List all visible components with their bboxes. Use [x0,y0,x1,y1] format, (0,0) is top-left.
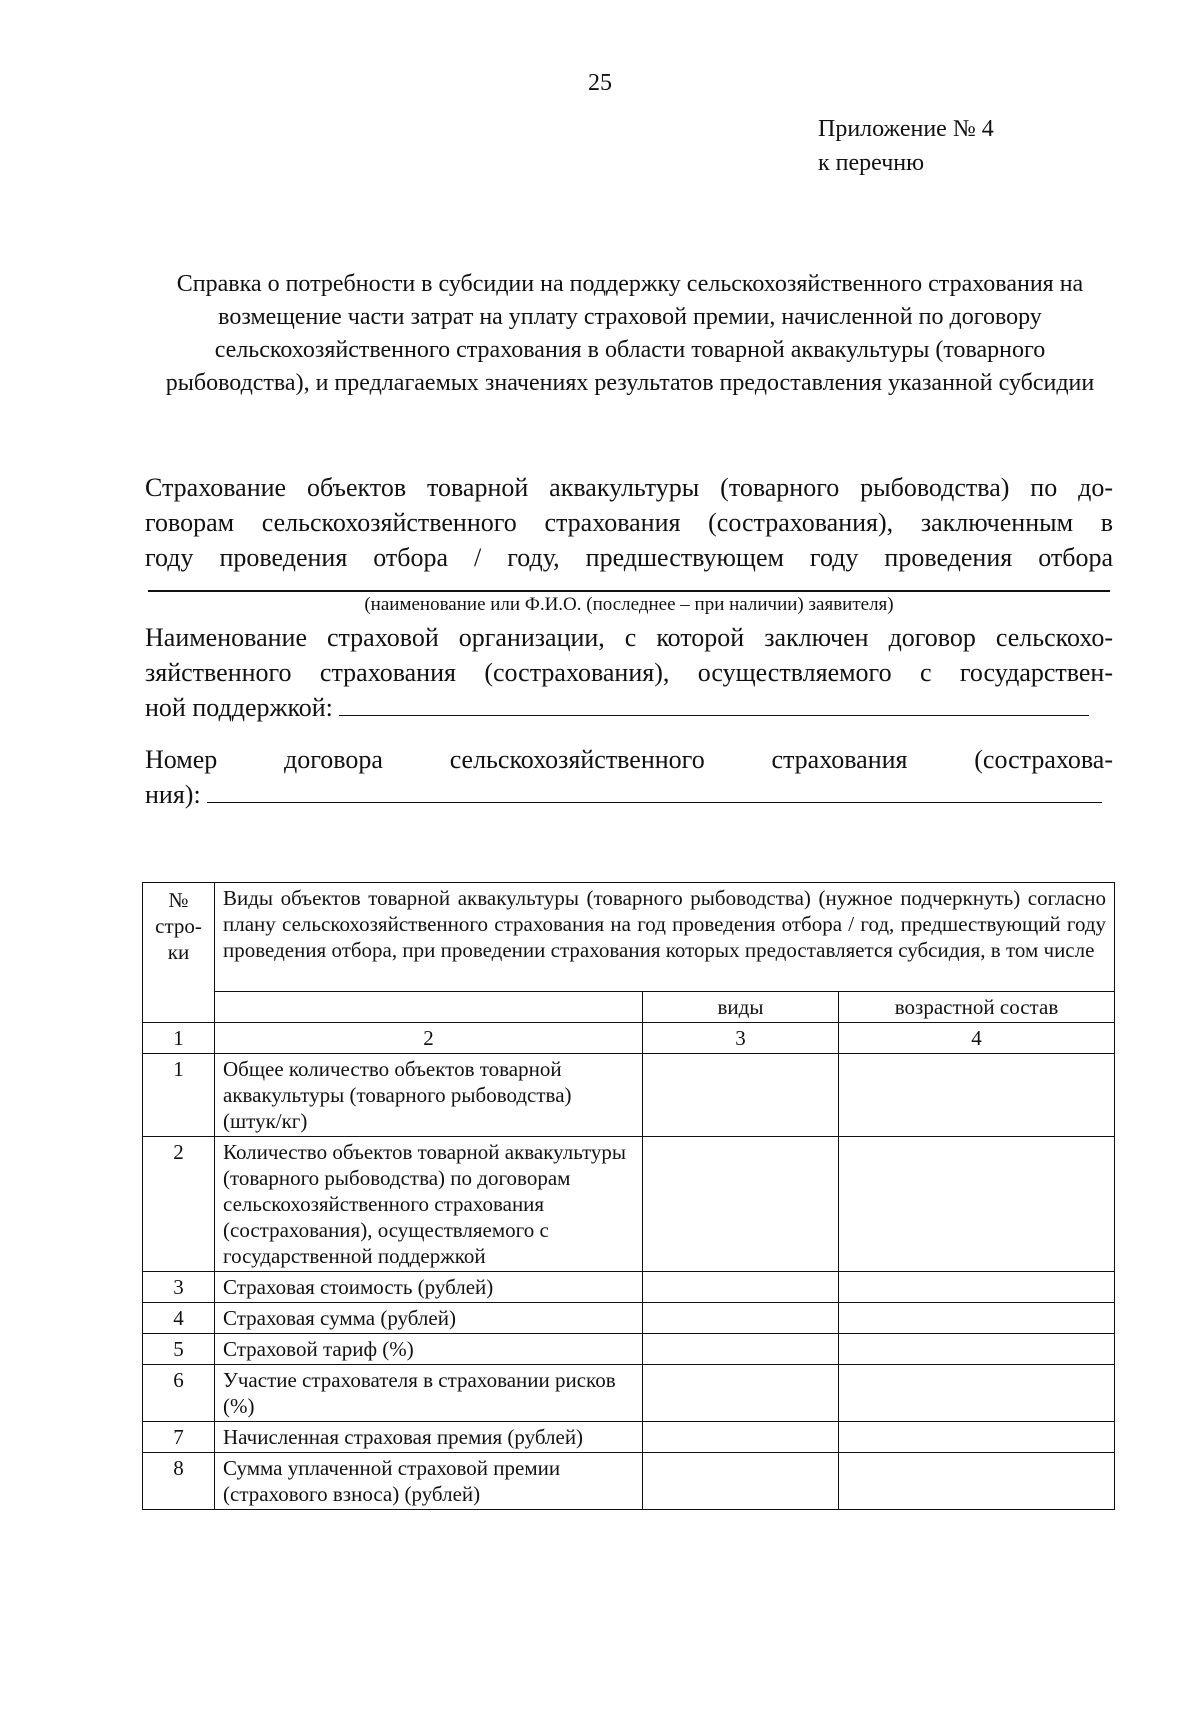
row-label: Участие страхователя в страховании рисков (%) [215,1365,643,1422]
row-label: Сумма уплаченной страховой премии (страхового взноса) (рублей) [215,1453,643,1510]
table-header-row [143,883,1115,992]
row-age-cell[interactable] [839,1303,1115,1334]
table-subheader-row [143,992,1115,1023]
row-label: Начисленная страховая премия (рублей) [215,1422,643,1453]
row-types-cell[interactable] [643,1303,839,1334]
intro-line-2: говорам сельскохозяйственного страхования (сострахования), заключенным в [145,508,1113,537]
row-types-cell[interactable] [643,1272,839,1303]
col-number-4: 4 [839,1023,1115,1054]
row-number: 2 [143,1137,215,1272]
appendix-line-2: к перечню [818,150,925,176]
row-number: 8 [143,1453,215,1510]
subsidy-table [142,882,1115,1510]
row-label: Страховой тариф (%) [215,1334,643,1365]
document-title: Справка о потребности в субсидии на поддержку сельскохозяйственного страхования на возмещение части затрат на уплату страховой премии, начисленной по договору сельскохозяйственного страхования в области товарной аквакультуры (товарного рыбоводства), и предлагаемых значениях результатов предоставления указанной субсидии [165,271,1095,396]
row-types-cell[interactable] [643,1422,839,1453]
table-row [143,1365,1115,1422]
subheader-types: виды [643,992,839,1023]
table-row [143,1303,1115,1334]
row-label: Страховая стоимость (рублей) [215,1272,643,1303]
table-row [143,1137,1115,1272]
row-age-cell[interactable] [839,1422,1115,1453]
applicant-caption: (наименование или Ф.И.О. (последнее – при наличии) заявителя) [364,594,894,615]
intro-line-1: Страхование объектов товарной аквакультуры (товарного рыбоводства) по до- [145,473,1113,502]
insurer-line-1: Наименование страховой организации, с которой заключен договор сельскохо- [145,623,1113,652]
header-row-number: № стро-ки [143,883,215,1023]
table-row [143,1334,1115,1365]
row-label: Количество объектов товарной аквакультуры (товарного рыбоводства) по договорам сельскохозяйственного страхования (сострахования), осуществляемого с государственной поддержкой [215,1137,643,1272]
row-types-cell[interactable] [643,1453,839,1510]
table-row [143,1422,1115,1453]
row-types-cell[interactable] [643,1365,839,1422]
contract-line-2: ния): [145,780,201,809]
insurer-line-2: зяйственного страхования (сострахования), осуществляемого с государствен- [145,658,1113,687]
column-numbers-row [143,1023,1115,1054]
subheader-age: возрастной состав [839,992,1115,1023]
table-row [143,1054,1115,1137]
insurer-name-field[interactable] [339,691,1089,716]
row-age-cell[interactable] [839,1054,1115,1137]
insurer-line-3: ной поддержкой: [145,693,333,722]
row-types-cell[interactable] [643,1137,839,1272]
row-age-cell[interactable] [839,1453,1115,1510]
row-age-cell[interactable] [839,1137,1115,1272]
row-age-cell[interactable] [839,1334,1115,1365]
row-types-cell[interactable] [643,1054,839,1137]
row-number: 1 [143,1054,215,1137]
subheader-empty [215,992,643,1023]
appendix-note [818,112,994,180]
insurer-paragraph [145,620,1113,725]
contract-paragraph [145,742,1113,812]
table-row [143,1453,1115,1510]
appendix-line-1: Приложение № 4 [818,116,994,142]
row-age-cell[interactable] [839,1272,1115,1303]
row-age-cell[interactable] [839,1365,1115,1422]
col-number-1: 1 [143,1023,215,1054]
col-number-2: 2 [215,1023,643,1054]
header-object-types: Виды объектов товарной аквакультуры (товарного рыбоводства) (нужное подчеркнуть) согласно плану сельскохозяйственного страхования на год проведения отбора / год, предшествующий году проведения отбора, при проведении страхования которых предоставляется субсидия, в том числе [215,883,1115,992]
col-number-3: 3 [643,1023,839,1054]
contract-line-2-wrap [145,777,1113,812]
intro-paragraph [145,470,1113,575]
row-label: Общее количество объектов товарной аквакультуры (товарного рыбоводства) (штук/кг) [215,1054,643,1137]
row-number: 6 [143,1365,215,1422]
row-number: 5 [143,1334,215,1365]
contract-line-1: Номер договора сельскохозяйственного страхования (сострахова- [145,745,1113,774]
intro-line-3: году проведения отбора / году, предшествующем году проведения отбора [145,543,1113,572]
row-number: 4 [143,1303,215,1334]
applicant-name-line[interactable] [148,590,1110,592]
insurer-line-3-wrap [145,690,1113,725]
page-number: 25 [588,70,612,96]
contract-number-field[interactable] [207,778,1102,803]
table-row [143,1272,1115,1303]
row-label: Страховая сумма (рублей) [215,1303,643,1334]
row-number: 3 [143,1272,215,1303]
row-types-cell[interactable] [643,1334,839,1365]
row-number: 7 [143,1422,215,1453]
